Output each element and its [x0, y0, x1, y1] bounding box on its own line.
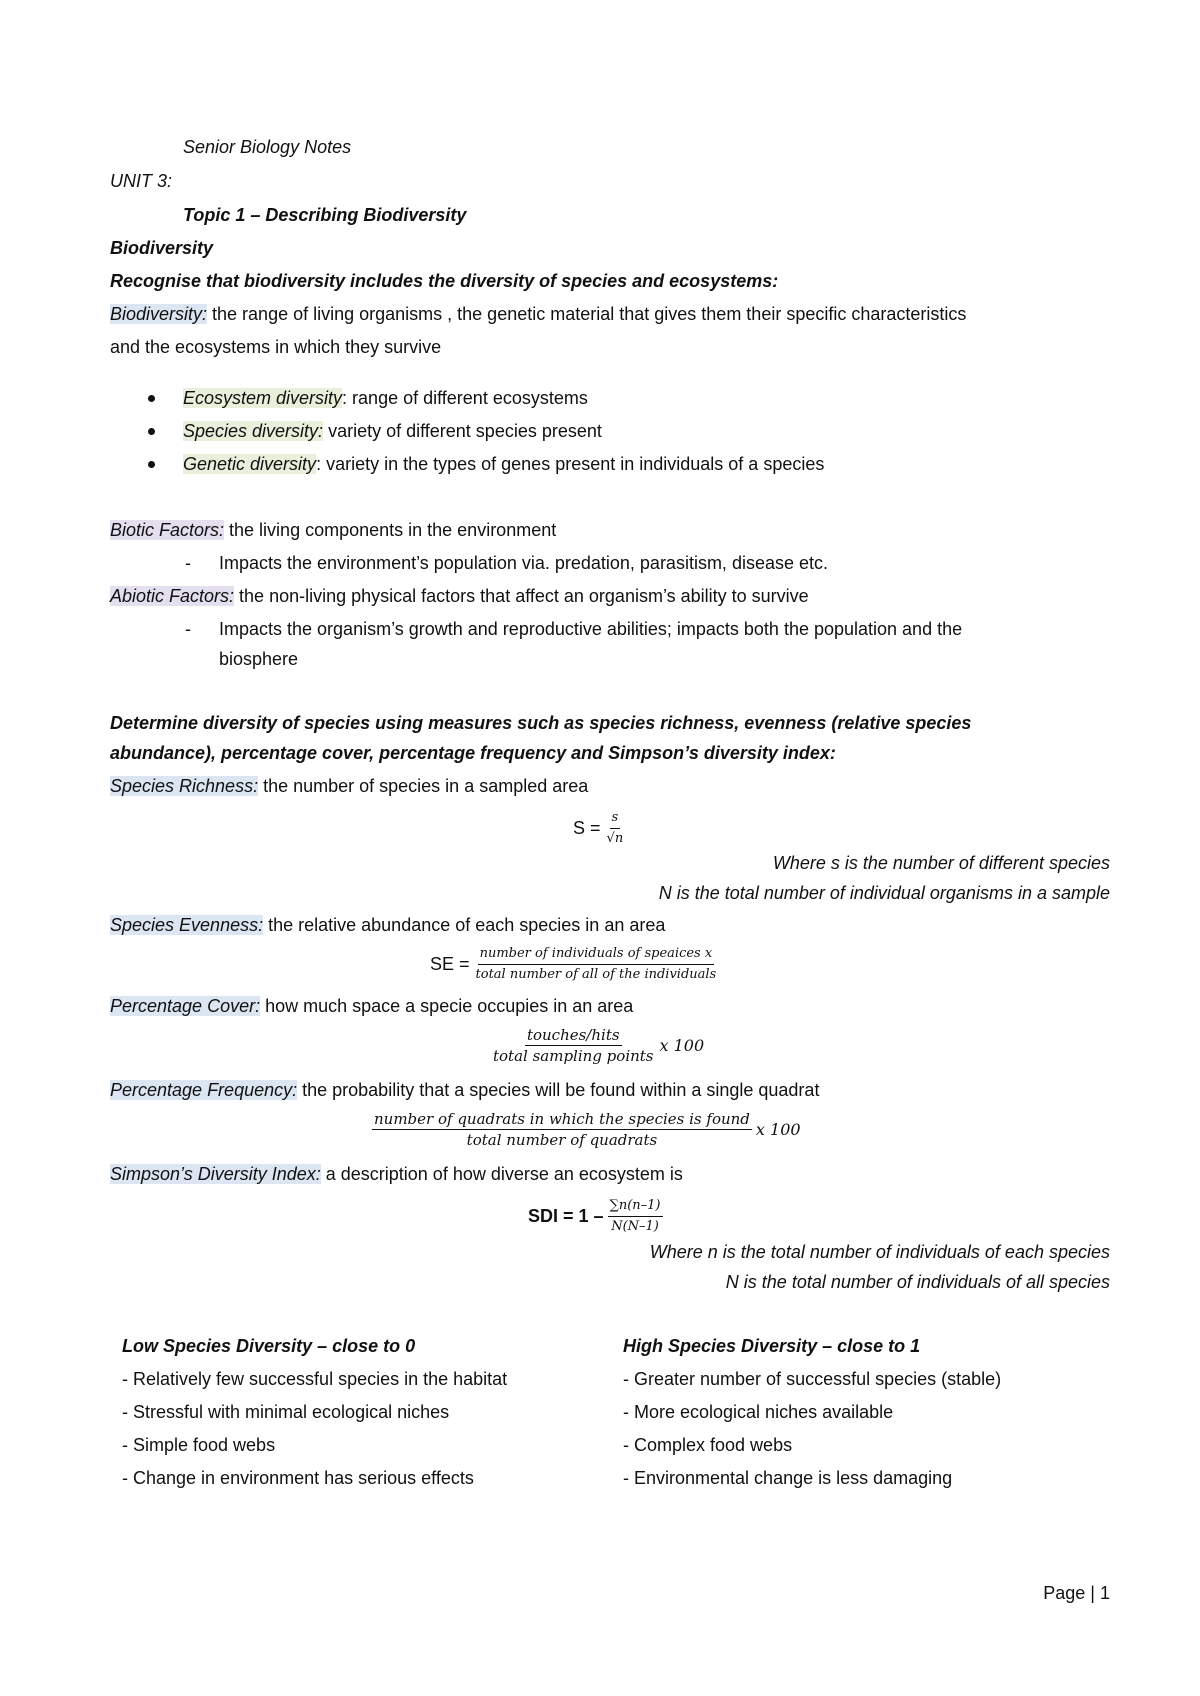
formula-lhs: SDI = 1 –	[528, 1206, 604, 1226]
fraction	[605, 808, 626, 849]
ecosystem-diversity-def: : range of different ecosystems	[342, 388, 588, 408]
biodiversity-definition	[110, 303, 966, 325]
species-diversity-def: variety of different species present	[323, 421, 602, 441]
percentage-cover-formula	[487, 1025, 704, 1066]
species-richness-formula	[573, 808, 629, 849]
percentage-frequency-definition	[110, 1079, 819, 1101]
objective-heading: Recognise that biodiversity includes the diversity of species and ecosystems:	[110, 271, 779, 291]
simpsons-index-term: Simpson’s Diversity Index:	[110, 1164, 321, 1184]
list-item: - Complex food webs	[623, 1435, 793, 1455]
percentage-frequency-def: the probability that a species will be found within a single quadrat	[297, 1080, 820, 1100]
percentage-frequency-formula	[368, 1109, 801, 1150]
percentage-cover-def: how much space a specie occupies in an area	[260, 996, 634, 1016]
fraction-numerator: touches/hits	[526, 1026, 620, 1044]
fraction	[491, 1025, 656, 1066]
list-item: - Relatively few successful species in the habitat	[122, 1369, 508, 1389]
biodiversity-def-cont: and the ecosystems in which they survive	[110, 337, 442, 357]
biotic-factors-def: the living components in the environment	[224, 520, 557, 540]
measures-objective: Determine diversity of species using measures such as species richness, evenness (relative species	[110, 713, 972, 733]
list-item: - Greater number of successful species (stable)	[623, 1369, 1002, 1389]
formula-lhs: S =	[573, 818, 601, 838]
list-item: - Change in environment has serious effects	[122, 1468, 474, 1488]
formula-multiplier: x 100	[755, 1120, 801, 1139]
abiotic-factors-def: the non-living physical factors that affect an organism’s ability to survive	[234, 586, 809, 606]
genetic-diversity-def: : variety in the types of genes present in individuals of a species	[316, 454, 825, 474]
formula-lhs: SE =	[430, 954, 470, 974]
fraction-denominator: N(N–1)	[611, 1219, 659, 1234]
fraction-denominator: total number of quadrats	[466, 1131, 658, 1149]
list-item	[183, 420, 602, 442]
list-item: - More ecological niches available	[623, 1402, 894, 1422]
fraction-numerator: s	[610, 808, 621, 829]
fraction	[372, 1109, 752, 1150]
species-evenness-term: Species Evenness:	[110, 915, 264, 935]
list-item: - Simple food webs	[122, 1435, 276, 1455]
biodiversity-term: Biodiversity:	[110, 304, 208, 324]
dash-marker: -	[185, 619, 191, 639]
biodiversity-def: the range of living organisms , the genetic material that gives them their specific characteristics	[207, 304, 967, 324]
biotic-point: Impacts the environment’s population via. predation, parasitism, disease etc.	[219, 553, 828, 573]
abiotic-factors-term: Abiotic Factors:	[110, 586, 235, 606]
percentage-cover-term: Percentage Cover:	[110, 996, 261, 1016]
bullet-icon	[148, 395, 155, 402]
sdi-note: N is the total number of individuals of all species	[725, 1272, 1110, 1292]
sdi-note: Where n is the total number of individuals of each species	[649, 1242, 1110, 1262]
species-evenness-definition	[110, 914, 665, 936]
fraction-numerator: number of quadrats in which the species is found	[374, 1110, 750, 1128]
simpsons-index-def: a description of how diverse an ecosystem is	[320, 1164, 683, 1184]
list-item: - Environmental change is less damaging	[623, 1468, 953, 1488]
formula-multiplier: x 100	[659, 1036, 705, 1055]
species-evenness-def: the relative abundance of each species in an area	[263, 915, 666, 935]
page-number: Page | 1	[1043, 1583, 1110, 1603]
species-diversity-term: Species diversity:	[183, 421, 324, 441]
list-item	[183, 387, 588, 409]
biotic-factors-definition	[110, 519, 556, 541]
measures-objective-cont: abundance), percentage cover, percentage frequency and Simpson’s diversity index:	[110, 743, 836, 763]
percentage-frequency-term: Percentage Frequency:	[110, 1080, 298, 1100]
fraction-numerator: number of individuals of speaices x	[478, 944, 715, 965]
species-richness-def: the number of species in a sampled area	[258, 776, 589, 796]
fraction	[608, 1196, 663, 1237]
richness-note: N is the total number of individual organisms in a sample	[658, 883, 1110, 903]
species-richness-term: Species Richness:	[110, 776, 259, 796]
biotic-factors-term: Biotic Factors:	[110, 520, 225, 540]
simpsons-index-definition	[110, 1163, 683, 1185]
ecosystem-diversity-term: Ecosystem diversity	[183, 388, 343, 408]
fraction-denominator: √n	[606, 831, 624, 846]
genetic-diversity-term: Genetic diversity	[183, 454, 317, 474]
species-evenness-formula	[430, 944, 722, 985]
bullet-icon	[148, 428, 155, 435]
bullet-icon	[148, 461, 155, 468]
abiotic-factors-definition	[110, 585, 809, 607]
percentage-cover-definition	[110, 995, 633, 1017]
fraction-numerator: ∑n(n–1)	[608, 1196, 663, 1217]
abiotic-point-cont: biosphere	[219, 649, 299, 669]
high-diversity-heading: High Species Diversity – close to 1	[623, 1336, 921, 1356]
richness-note: Where s is the number of different species	[772, 853, 1110, 873]
dash-marker: -	[185, 553, 191, 573]
low-diversity-heading: Low Species Diversity – close to 0	[122, 1336, 416, 1356]
fraction-denominator: total sampling points	[493, 1047, 654, 1065]
topic-heading: Topic 1 – Describing Biodiversity	[183, 205, 467, 225]
unit-heading: UNIT 3:	[110, 171, 173, 191]
fraction-denominator: total number of all of the individuals	[475, 967, 717, 982]
list-item: - Stressful with minimal ecological niches	[122, 1402, 450, 1422]
fraction	[474, 944, 719, 985]
species-richness-definition	[110, 775, 588, 797]
abiotic-point: Impacts the organism’s growth and reproductive abilities; impacts both the population and the	[219, 619, 963, 639]
section-heading: Biodiversity	[110, 238, 214, 258]
simpsons-index-formula	[528, 1196, 667, 1237]
list-item	[183, 453, 824, 475]
document-title: Senior Biology Notes	[183, 137, 352, 157]
